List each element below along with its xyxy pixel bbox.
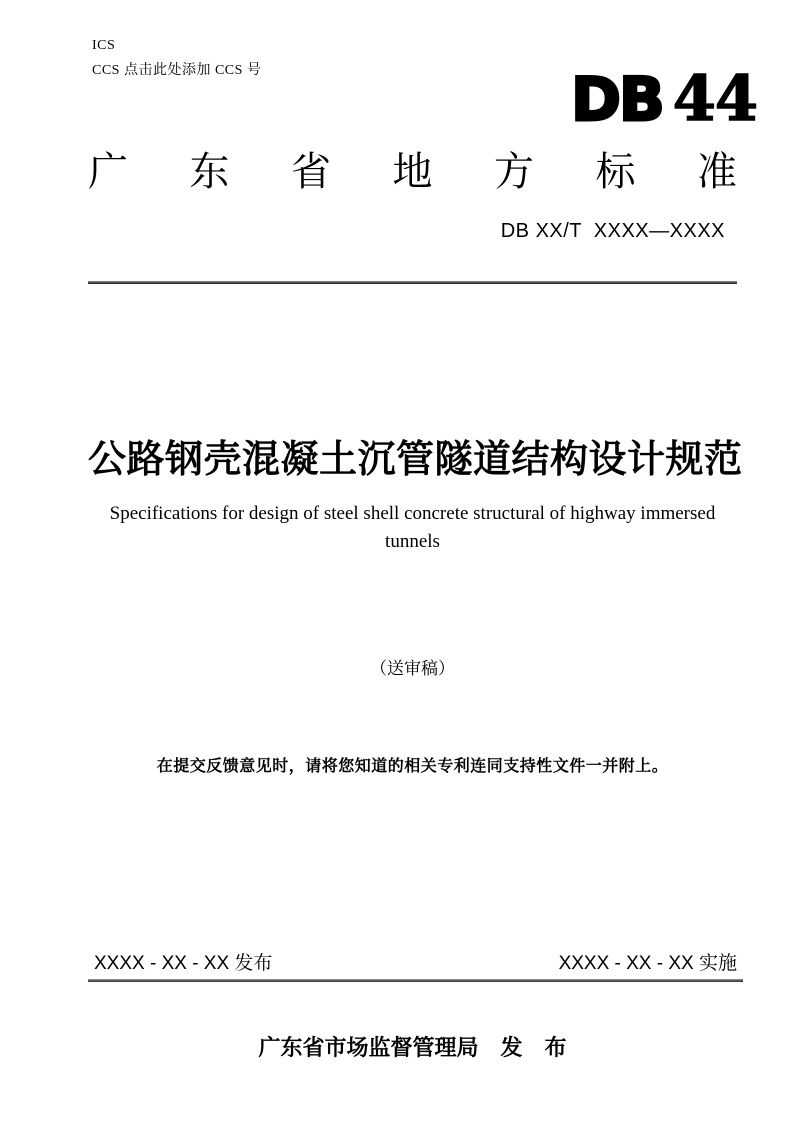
patent-notice: 在提交反馈意见时，请将您知道的相关专利连同支持性文件一并附上。 bbox=[156, 758, 669, 775]
standard-category-title: 广东省地方标准 bbox=[88, 150, 737, 194]
dates-row bbox=[88, 948, 737, 975]
implementation-date: XXXX - XX - XX 实施 bbox=[558, 953, 737, 974]
db-logo-prefix: DB bbox=[571, 65, 663, 135]
publisher-line: 广东省市场监督管理局 发 布 bbox=[258, 1035, 567, 1060]
ics-label: ICS bbox=[92, 38, 116, 53]
cover-content bbox=[88, 0, 757, 1132]
classification-block bbox=[92, 33, 261, 83]
document-title-chinese: 公路钢壳混凝土沉管隧道结构设计规范 bbox=[88, 439, 743, 481]
footer-rule bbox=[88, 979, 743, 982]
standard-number: DB XX/T XXXX—XXXX bbox=[500, 220, 725, 242]
document-title-english: Specifications for design of steel shell concrete structural of highway immersed tunnels bbox=[109, 503, 716, 552]
issue-date: XXXX - XX - XX 发布 bbox=[94, 953, 273, 974]
header-rule bbox=[88, 281, 737, 284]
draft-stage-label: （送审稿） bbox=[370, 659, 455, 678]
ccs-placeholder[interactable]: CCS 点击此处添加 CCS 号 bbox=[92, 63, 262, 78]
db-logo-region-code: 44 bbox=[672, 62, 757, 135]
db44-logo bbox=[571, 62, 757, 135]
